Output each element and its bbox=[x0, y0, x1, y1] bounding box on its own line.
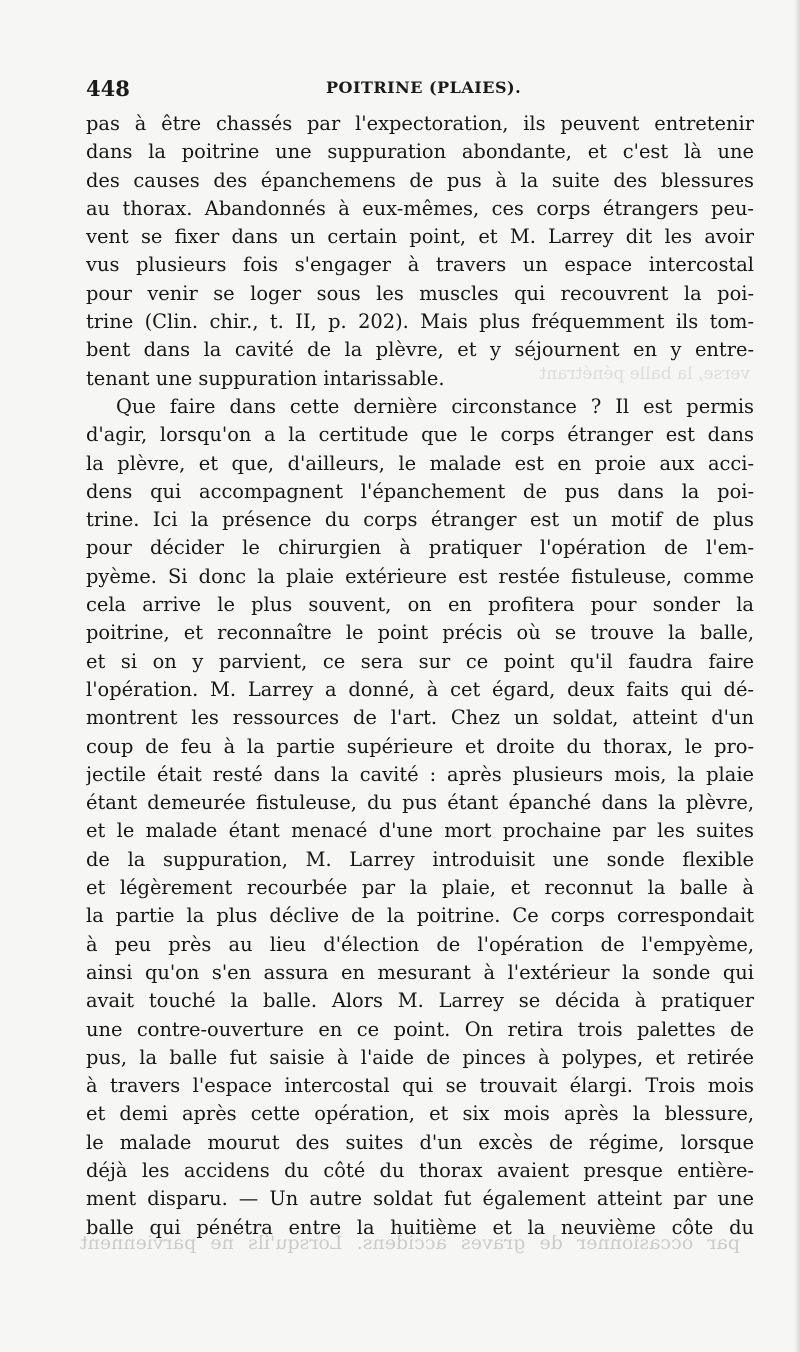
text-line: à travers l'espace intercostal qui se trouvait élargi. Trois mois bbox=[86, 1074, 754, 1098]
text-line: coup de feu à la partie supérieure et droite du thorax, le pro- bbox=[86, 734, 754, 758]
text-line: le malade mourut des suites d'un excès de régime, lorsque bbox=[86, 1130, 754, 1154]
text-line: poitrine, et reconnaître le point précis où se trouve la balle, bbox=[86, 621, 754, 645]
text-line: au thorax. Abandonnés à eux-mêmes, ces corps étrangers peu- bbox=[86, 196, 754, 220]
text-line: et demi après cette opération, et six mois après la blessure, bbox=[86, 1102, 754, 1126]
text-line: à peu près au lieu d'élection de l'opération de l'empyème, bbox=[86, 932, 754, 956]
text-line: pour décider le chirurgien à pratiquer l'opération de l'em- bbox=[86, 536, 754, 560]
text-line: avait touché la balle. Alors M. Larrey se décida à pratiquer bbox=[86, 989, 754, 1013]
text-line: pus, la balle fut saisie à l'aide de pinces à polypes, et retirée bbox=[86, 1045, 754, 1069]
text-line: la plèvre, et que, d'ailleurs, le malade est en proie aux acci- bbox=[86, 451, 754, 475]
text-line: tenant une suppuration intarissable. bbox=[86, 366, 445, 390]
bleed-through-text-middle: verse, la balle pénétrant bbox=[539, 364, 750, 384]
text-line: et légèrement recourbée par la plaie, et reconnut la balle à bbox=[86, 876, 754, 900]
text-line: pour venir se loger sous les muscles qui recouvrent la poi- bbox=[86, 281, 754, 305]
text-line: une contre-ouverture en ce point. On retira trois palettes de bbox=[86, 1017, 754, 1041]
text-line: vent se fixer dans un certain point, et M. Larrey dit les avoir bbox=[86, 225, 754, 249]
text-line: dans la poitrine une suppuration abondante, et c'est là une bbox=[86, 140, 754, 164]
text-line: jectile était resté dans la cavité : après plusieurs mois, la plaie bbox=[86, 762, 754, 786]
text-line: montrent les ressources de l'art. Chez un soldat, atteint d'un bbox=[86, 706, 754, 730]
text-line: étant demeurée fistuleuse, du pus étant épanché dans la plèvre, bbox=[86, 791, 754, 815]
text-line: trine (Clin. chir., t. II, p. 202). Mais plus fréquemment ils tom- bbox=[86, 310, 754, 334]
running-head: POITRINE (PLAIES). bbox=[326, 78, 522, 97]
text-line: et le malade étant menacé d'une mort prochaine par les suites bbox=[86, 819, 754, 843]
page-edge-shadow bbox=[794, 0, 800, 1352]
text-line: l'opération. M. Larrey a donné, à cet égard, deux faits qui dé- bbox=[86, 677, 754, 701]
text-line: bent dans la cavité de la plèvre, et y séjournent en y entre- bbox=[86, 338, 754, 362]
paragraph-start-line: Que faire dans cette dernière circonstance ? Il est permis bbox=[116, 394, 754, 418]
text-line: la partie la plus déclive de la poitrine. Ce corps correspondait bbox=[86, 904, 754, 928]
text-line: de la suppuration, M. Larrey introduisit une sonde flexible bbox=[86, 847, 754, 871]
body-text bbox=[86, 110, 754, 1242]
text-line: balle qui pénétra entre la huitième et la neuvième côte du bbox=[86, 1215, 754, 1239]
text-line: trine. Ici la présence du corps étranger est un motif de plus bbox=[86, 508, 754, 532]
text-line: déjà les accidens du côté du thorax avaient presque entière- bbox=[86, 1158, 754, 1182]
text-line: ainsi qu'on s'en assura en mesurant à l'extérieur la sonde qui bbox=[86, 960, 754, 984]
text-line: cela arrive le plus souvent, on en profitera pour sonder la bbox=[86, 593, 754, 617]
text-line: vus plusieurs fois s'engager à travers un espace intercostal bbox=[86, 253, 754, 277]
bleed-through-text-bottom: par occasionner de graves accidens. Lorsqu'ils ne parviennent bbox=[80, 1232, 740, 1254]
page-header bbox=[86, 76, 754, 102]
text-line: ment disparu. — Un autre soldat fut également atteint par une bbox=[86, 1187, 754, 1211]
text-line: dens qui accompagnent l'épanchement de pus dans la poi- bbox=[86, 479, 754, 503]
text-line: et si on y parvient, ce sera sur ce point qu'il faudra faire bbox=[86, 649, 754, 673]
text-line: d'agir, lorsqu'on a la certitude que le corps étranger est dans bbox=[86, 423, 754, 447]
page-number: 448 bbox=[86, 76, 130, 101]
text-line: des causes des épanchemens de pus à la suite des blessures bbox=[86, 168, 754, 192]
text-line: pas à être chassés par l'expectoration, ils peuvent entretenir bbox=[86, 112, 754, 135]
text-line: pyème. Si donc la plaie extérieure est restée fistuleuse, comme bbox=[86, 564, 754, 588]
